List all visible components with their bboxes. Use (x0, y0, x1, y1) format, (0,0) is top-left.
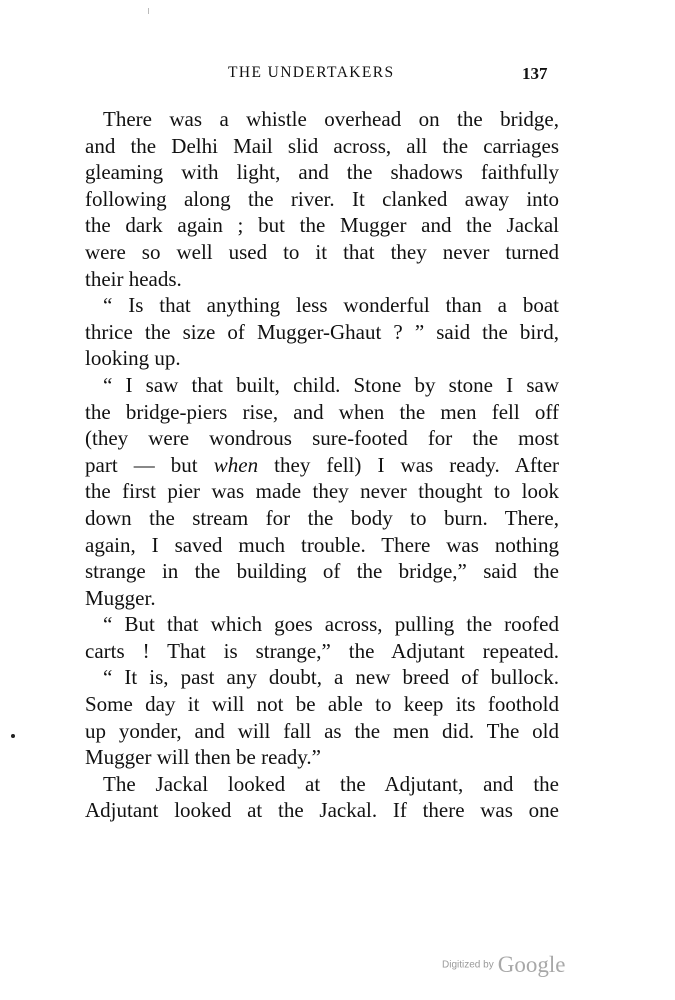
text-line: their heads. (85, 266, 182, 291)
text-line: gleaming with light, and the shadows faithfully (85, 160, 559, 185)
running-header (0, 64, 675, 88)
watermark-prefix: Digitized by (442, 959, 494, 971)
digitized-watermark (442, 952, 565, 978)
text-line: (they were wondrous sure-footed for the most (85, 426, 559, 451)
text-line: Some day it will not be able to keep its foothold (85, 692, 559, 717)
text-line: following along the river. It clanked away into (85, 186, 559, 211)
text-line: down the stream for the body to burn. There, (85, 505, 559, 530)
text-line: thrice the size of Mugger-Ghaut ? ” said the bird, (85, 319, 559, 344)
text-line: carts ! That is strange,” the Adjutant repeated. (85, 638, 559, 663)
emphasized-word: when (213, 452, 259, 477)
running-title: THE UNDERTAKERS (228, 64, 395, 81)
text-line: again, I saved much trouble. There was nothing (85, 532, 559, 557)
text-line: “ It is, past any doubt, a new breed of bullock. (103, 665, 559, 690)
text-line: up yonder, and will fall as the men did. The old (85, 718, 559, 743)
text-line: “ Is that anything less wonderful than a boat (103, 293, 559, 318)
page-number: 137 (522, 64, 548, 83)
text-line: Mugger. (85, 585, 156, 610)
text-line: “ But that which goes across, pulling the roofed (103, 612, 559, 637)
text-line: There was a whistle overhead on the bridge, (103, 107, 559, 131)
text-line: the bridge-piers rise, and when the men fell off (85, 399, 559, 424)
text-line: the dark again ; but the Mugger and the Jackal (85, 213, 559, 238)
margin-dot (11, 734, 15, 738)
text-line: The Jackal looked at the Adjutant, and the (103, 771, 559, 796)
watermark-brand: Google (497, 952, 566, 977)
text-line: looking up. (85, 346, 181, 371)
text-line (85, 452, 559, 479)
scan-mark (148, 8, 149, 14)
text-line: were so well used to it that they never turned (85, 239, 559, 264)
text-line: Adjutant looked at the Jackal. If there was one (85, 798, 559, 823)
text-segment: they fell) I was ready. After (274, 452, 560, 477)
text-line: “ I saw that built, child. Stone by stone I saw (103, 372, 559, 397)
text-segment: part — but (85, 452, 198, 477)
text-line: Mugger will then be ready.” (85, 745, 321, 770)
text-line: strange in the building of the bridge,” said the (85, 559, 559, 584)
body-text (85, 106, 559, 824)
text-line: the first pier was made they never thought to look (85, 479, 559, 504)
text-line: and the Delhi Mail slid across, all the carriages (85, 133, 559, 158)
